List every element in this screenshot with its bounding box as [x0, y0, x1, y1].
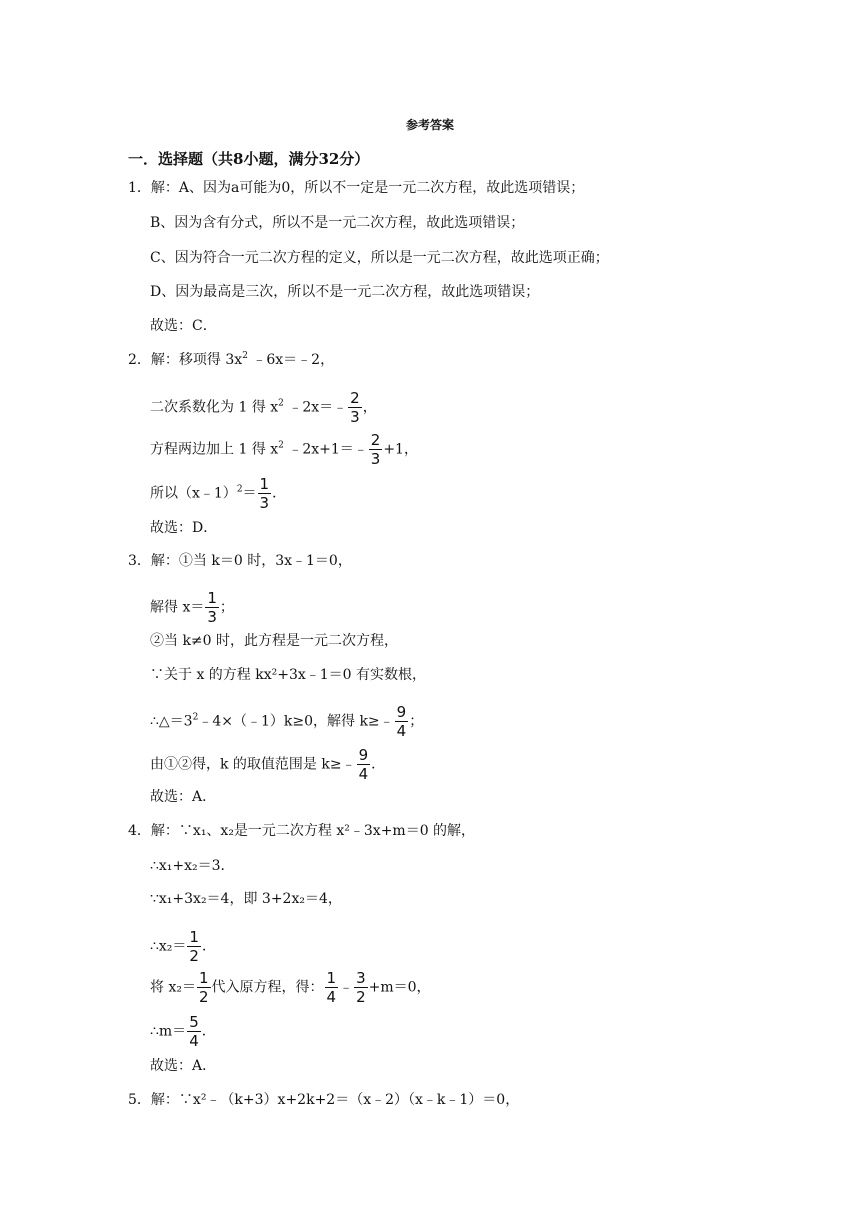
q4-line-1: 4．解：∵x₁、x₂是一元二次方程 x²﹣3x+m＝0 的解， [128, 823, 476, 839]
q1-answer: 故选：C． [150, 318, 217, 334]
fraction: $\frac{1}{4}$ [326, 969, 337, 1006]
fraction: $\frac{3}{2}$ [356, 969, 366, 1006]
q3-line-3: ②当 k≠0 时，此方程是一元二次方程， [150, 633, 399, 649]
q4-line-6: ∴m＝ $\frac{5}{4}$ ． [150, 1013, 216, 1050]
q1-line-1: 1．解：A、因为a可能为0，所以不一定是一元二次方程，故此选项错误； [128, 180, 585, 196]
fraction: $\frac{2}{3}$ [350, 389, 360, 426]
q3-line-6: 由①②得，k 的取值范围是 k≥﹣ $\frac{9}{4}$ ． [150, 746, 386, 783]
q1-line-2: B、因为含有分式，所以不是一元二次方程，故此选项错误； [150, 215, 525, 231]
q4-line-3: ∵x₁+3x₂＝4，即 3+2x₂＝4， [150, 891, 342, 907]
q2-answer: 故选：D． [150, 520, 218, 536]
q4-line-2: ∴x₁+x₂＝3． [150, 858, 235, 874]
q1-line-4: D、因为最高是三次，所以不是一元二次方程，故此选项错误； [150, 284, 540, 300]
fraction: $\frac{9}{4}$ [358, 746, 369, 783]
q3-line-1: 3．解：①当 k＝0 时，3x﹣1＝0， [128, 553, 352, 569]
q2-line-4: 所以（x﹣1）$^2$＝ $\frac{1}{3}$ ． [150, 475, 287, 512]
q2-line-2: 二次系数化为 1 得 $x^2$ ﹣2x＝﹣ $\frac{2}{3}$ ， [150, 389, 377, 426]
q3-line-4: ∵关于 x 的方程 kx²+3x﹣1＝0 有实数根， [150, 667, 427, 683]
q3-line-5: $\therefore\triangle=3^2﹣4\times(﹣1)k\ge 0$，解得 k≥﹣ $\frac{9}{4}$ ； [150, 703, 424, 740]
q4-answer: 故选：A． [150, 1058, 217, 1074]
q1-line-3: C、因为符合一元二次方程的定义，所以是一元二次方程，故此选项正确； [150, 250, 609, 266]
q4-line-4: ∴x₂＝ $\frac{1}{2}$ ． [150, 928, 216, 965]
page-title: 参考答案 [405, 118, 454, 132]
fraction: $\frac{2}{3}$ [370, 431, 381, 468]
section-heading: 一．选择题（共8小题，满分32分） [128, 150, 370, 168]
fraction: $\frac{9}{4}$ [396, 703, 407, 740]
q5-line-1: 5．解：∵x²﹣（k+3）x+2k+2＝（x﹣2）（x﹣k﹣1）＝0， [128, 1092, 520, 1108]
fraction: $\frac{5}{4}$ [189, 1013, 199, 1050]
q2-line-1: 2．解：移项得 $3x^2$ ﹣6x＝﹣2， [128, 351, 335, 368]
fraction: $\frac{1}{3}$ [207, 589, 217, 626]
fraction: $\frac{1}{3}$ [259, 475, 270, 512]
fraction: $\frac{1}{2}$ [189, 928, 199, 965]
q2-line-3: 方程两边加上 1 得 $x^2$ ﹣2x+1＝﹣ $\frac{2}{3}$ +1， [150, 431, 418, 468]
fraction: $\frac{1}{2}$ [198, 969, 209, 1006]
q3-line-2: 解得 x＝ $\frac{1}{3}$ ； [150, 589, 234, 626]
q3-answer: 故选：A． [150, 789, 217, 805]
q4-line-5: 将 x₂＝ $\frac{1}{2}$ 代入原方程，得： $\frac{1}{4}$ ﹣ $\frac{3}{2}$ +m＝0， [150, 969, 431, 1006]
